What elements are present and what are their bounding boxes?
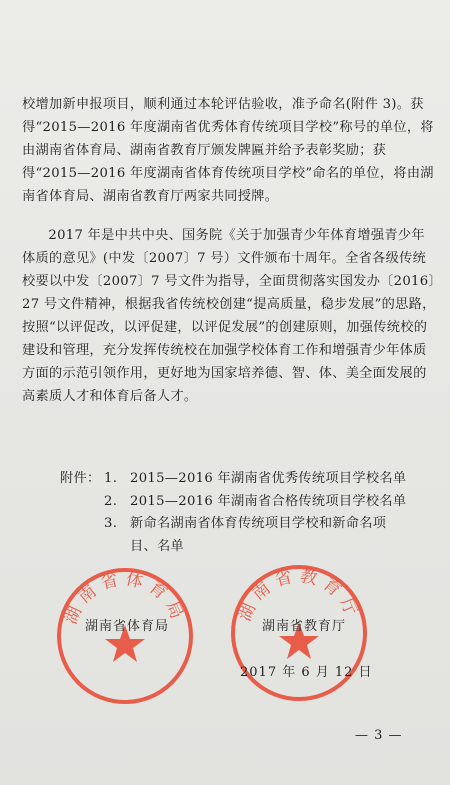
page-number: — 3 — <box>355 728 403 743</box>
attachment-item <box>60 513 430 558</box>
attachment-item <box>60 468 430 491</box>
body-paragraph-2 <box>22 224 436 408</box>
official-seal-left <box>54 565 196 707</box>
body-paragraph-1 <box>22 93 436 208</box>
attachment-text: 2015—2016 年湖南省合格传统项目学校名单 <box>130 493 407 509</box>
paragraph-text: 2017 年是中共中央、国务院《关于加强青少年体育增强青少年体质的意见》(中发〔2007〕7 号）文件颁布十周年。全省各级传统校要以中发〔2007〕7 号文件为指导，全面贯彻落实国发办〔2016〕27 号文件精神，根据我省传统校创建“提高质量，稳步发展”的思路，按照“以评促改，以评促建，以评促发展”的创建原则，加强传统校的建设和管理，充分发挥传统校在加强学校体育工作和增强青少年体质方面的示范引领作用，更好地为国家培养德、智、体、美全面发展的高素质人才和体育后备人才。 <box>22 228 436 404</box>
attachment-text: 新命名湖南省体育传统项目学校和新命名项目、名单 <box>130 516 387 554</box>
issue-date: 2017 年 6 月 12 日 <box>240 665 373 680</box>
attachments-label: 附件： <box>60 471 101 486</box>
attachment-number: 3. <box>104 516 118 531</box>
svg-text:湖南省教育厅: 湖南省教育厅 <box>234 566 364 625</box>
attachment-number: 2. <box>104 493 118 509</box>
svg-text:湖南省体育局: 湖南省体育局 <box>60 569 190 628</box>
issuer-right: 湖南省教育厅 <box>262 619 347 634</box>
attachments-list <box>60 468 430 558</box>
attachment-item <box>60 491 430 514</box>
paragraph-text: 校增加新申报项目，顺利通过本轮评估验收，准予命名(附件 3)。获得“2015—2016 年度湖南省优秀体育传统项目学校”称号的单位，将由湖南省体育局、湖南省教育厅颁发牌匾并给予表彰奖励；获得“2015—2016 年度湖南省体育传统项目学校”命名的单位，将由湖南省体育局、湖南省教育厅两家共同授牌。 <box>22 97 434 204</box>
attachment-text: 2015—2016 年湖南省优秀传统项目学校名单 <box>130 471 407 486</box>
issuer-left: 湖南省体育局 <box>85 619 170 634</box>
attachment-number: 1. <box>104 471 118 486</box>
